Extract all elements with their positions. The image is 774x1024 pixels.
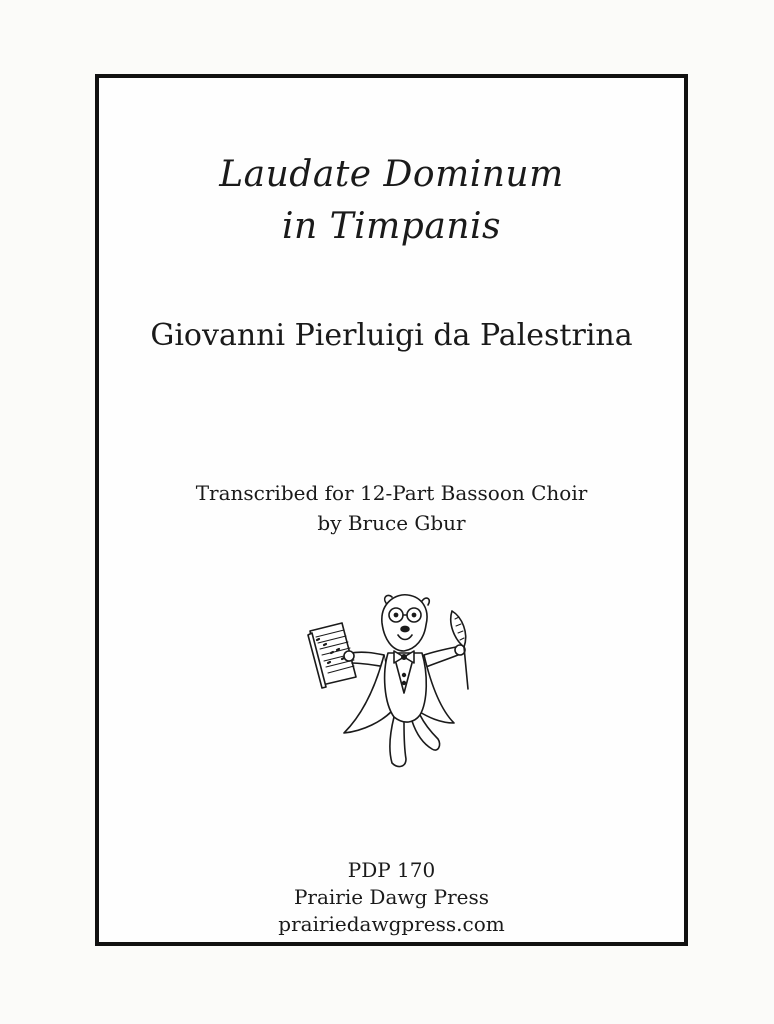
arrangement-line-1: Transcribed for 12-Part Bassoon Choir [195,481,588,505]
cover-frame [95,74,688,946]
title-line-2: in Timpanis [282,206,501,247]
composer-name: Giovanni Pierluigi da Palestrina [150,318,633,353]
publisher-name: Prairie Dawg Press [293,885,490,909]
title-line-1: Laudate Dominum [219,154,564,195]
prairie-dog-conductor-icon [304,593,479,778]
catalog-number: PDP 170 [347,858,436,882]
arrangement-line-2: by Bruce Gbur [317,511,466,535]
publisher-website: prairiedawgpress.com [278,912,505,936]
